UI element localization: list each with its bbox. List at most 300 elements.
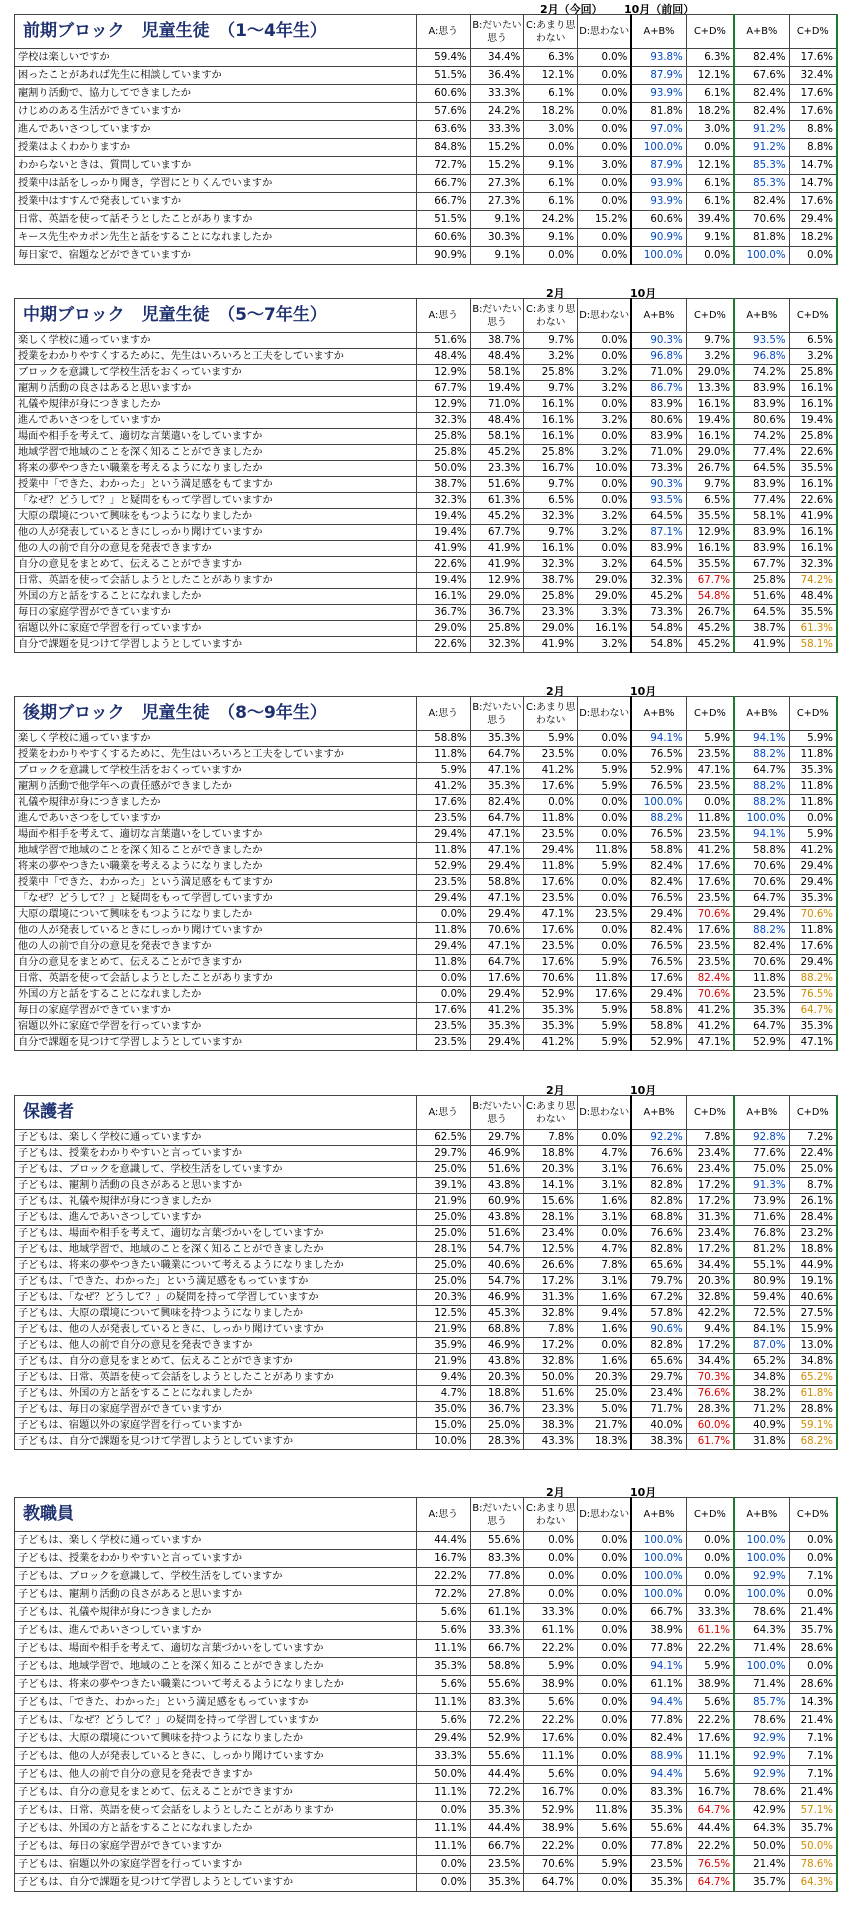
value-cell: 29.4%: [416, 939, 470, 955]
value-cell: 19.4%: [416, 573, 470, 589]
value-cell: 9.4%: [578, 1306, 632, 1322]
value-cell: 9.4%: [416, 1370, 470, 1386]
value-cell: 100.0%: [631, 1568, 686, 1586]
table-row: [15, 397, 838, 413]
table-row: [15, 875, 838, 891]
value-cell: 77.8%: [631, 1838, 686, 1856]
value-cell: 0.0%: [578, 139, 632, 157]
value-cell: 70.6%: [524, 971, 578, 987]
column-header: D:思わない: [578, 1498, 632, 1532]
value-cell: 29.4%: [524, 843, 578, 859]
value-cell: 0.0%: [578, 811, 632, 827]
value-cell: 22.4%: [789, 1146, 837, 1162]
previous-period-label: 10月: [630, 685, 657, 698]
value-cell: 6.1%: [524, 193, 578, 211]
value-cell: 17.6%: [789, 939, 837, 955]
value-cell: 3.2%: [578, 525, 632, 541]
value-cell: 3.2%: [578, 445, 632, 461]
value-cell: 27.3%: [470, 193, 524, 211]
value-cell: 0.0%: [578, 1622, 632, 1640]
table-row: [15, 1258, 838, 1274]
survey-section-middle: [14, 298, 838, 653]
value-cell: 72.7%: [416, 157, 470, 175]
value-cell: 7.2%: [789, 1130, 837, 1146]
value-cell: 68.8%: [631, 1210, 686, 1226]
value-cell: 73.9%: [734, 1194, 789, 1210]
value-cell: 11.1%: [416, 1640, 470, 1658]
value-cell: 93.9%: [631, 175, 686, 193]
value-cell: 22.2%: [524, 1712, 578, 1730]
column-header: C:あまり思わない: [524, 1096, 578, 1130]
question-cell: 場面や相手を考えて、適切な言葉遣いをしていますか: [15, 827, 417, 843]
value-cell: 9.1%: [686, 229, 734, 247]
value-cell: 83.9%: [631, 397, 686, 413]
value-cell: 38.7%: [524, 573, 578, 589]
value-cell: 41.2%: [524, 1035, 578, 1051]
value-cell: 15.0%: [416, 1418, 470, 1434]
value-cell: 35.3%: [470, 1802, 524, 1820]
table-row: [15, 85, 838, 103]
column-header: C+D%: [686, 15, 734, 49]
value-cell: 3.2%: [578, 637, 632, 653]
value-cell: 0.0%: [578, 229, 632, 247]
value-cell: 21.4%: [734, 1856, 789, 1874]
value-cell: 0.0%: [578, 1838, 632, 1856]
value-cell: 12.9%: [470, 573, 524, 589]
value-cell: 14.7%: [789, 175, 837, 193]
value-cell: 52.9%: [631, 763, 686, 779]
value-cell: 23.3%: [524, 1402, 578, 1418]
value-cell: 96.8%: [734, 349, 789, 365]
value-cell: 9.7%: [524, 381, 578, 397]
value-cell: 47.1%: [470, 827, 524, 843]
value-cell: 11.8%: [416, 923, 470, 939]
value-cell: 48.4%: [470, 413, 524, 429]
value-cell: 64.7%: [734, 1019, 789, 1035]
question-cell: 寵割り活動の良さはあると思いますか: [15, 381, 417, 397]
value-cell: 47.1%: [470, 843, 524, 859]
value-cell: 94.1%: [631, 1658, 686, 1676]
table-row: [15, 557, 838, 573]
value-cell: 81.8%: [631, 103, 686, 121]
value-cell: 22.2%: [524, 1838, 578, 1856]
column-header: A:思う: [416, 299, 470, 333]
value-cell: 32.3%: [524, 557, 578, 573]
table-row: [15, 621, 838, 637]
value-cell: 5.9%: [524, 1658, 578, 1676]
value-cell: 29.4%: [470, 859, 524, 875]
value-cell: 55.6%: [470, 1748, 524, 1766]
table-row: [15, 827, 838, 843]
question-cell: 子どもは、他人の前で自分の意見を発表できますか: [15, 1338, 417, 1354]
table-header-row: [15, 15, 838, 49]
value-cell: 19.4%: [416, 525, 470, 541]
column-header: C+D%: [789, 1096, 837, 1130]
question-cell: 子どもは、自分の意見をまとめて、伝えることができますか: [15, 1354, 417, 1370]
value-cell: 55.1%: [734, 1258, 789, 1274]
value-cell: 57.8%: [631, 1306, 686, 1322]
value-cell: 88.2%: [734, 779, 789, 795]
value-cell: 72.2%: [470, 1712, 524, 1730]
value-cell: 9.1%: [470, 211, 524, 229]
value-cell: 100.0%: [734, 247, 789, 265]
value-cell: 23.5%: [686, 891, 734, 907]
question-cell: 自分で課題を見つけて学習しようとしていますか: [15, 1035, 417, 1051]
value-cell: 90.9%: [631, 229, 686, 247]
question-cell: 他の人が発表しているときにしっかり聞けていますか: [15, 525, 417, 541]
value-cell: 46.9%: [470, 1290, 524, 1306]
value-cell: 64.7%: [470, 955, 524, 971]
value-cell: 0.0%: [578, 67, 632, 85]
table-row: [15, 1130, 838, 1146]
value-cell: 21.4%: [789, 1604, 837, 1622]
value-cell: 29.4%: [416, 891, 470, 907]
value-cell: 71.0%: [631, 365, 686, 381]
value-cell: 32.3%: [416, 493, 470, 509]
value-cell: 35.3%: [789, 763, 837, 779]
value-cell: 0.0%: [578, 1784, 632, 1802]
value-cell: 84.1%: [734, 1322, 789, 1338]
value-cell: 54.8%: [631, 621, 686, 637]
table-row: [15, 971, 838, 987]
value-cell: 61.1%: [470, 1604, 524, 1622]
value-cell: 0.0%: [524, 1532, 578, 1550]
value-cell: 5.9%: [416, 763, 470, 779]
value-cell: 32.8%: [524, 1306, 578, 1322]
value-cell: 50.0%: [416, 461, 470, 477]
value-cell: 57.6%: [416, 103, 470, 121]
value-cell: 17.6%: [789, 49, 837, 67]
question-cell: 外国の方と話をすることになれましたか: [15, 589, 417, 605]
value-cell: 3.2%: [578, 365, 632, 381]
value-cell: 47.1%: [686, 763, 734, 779]
value-cell: 87.0%: [734, 1338, 789, 1354]
value-cell: 91.3%: [734, 1178, 789, 1194]
table-row: [15, 1194, 838, 1210]
value-cell: 6.3%: [524, 49, 578, 67]
value-cell: 50.0%: [416, 1766, 470, 1784]
table-row: [15, 1676, 838, 1694]
survey-table: [14, 298, 838, 653]
value-cell: 17.2%: [686, 1194, 734, 1210]
value-cell: 3.2%: [578, 413, 632, 429]
value-cell: 78.6%: [789, 1856, 837, 1874]
value-cell: 34.8%: [734, 1370, 789, 1386]
value-cell: 75.0%: [734, 1162, 789, 1178]
value-cell: 0.0%: [578, 1338, 632, 1354]
value-cell: 9.1%: [524, 157, 578, 175]
value-cell: 51.6%: [734, 589, 789, 605]
question-cell: 子どもは、外国の方と話をすることになれましたか: [15, 1820, 417, 1838]
table-row: [15, 211, 838, 229]
value-cell: 58.8%: [631, 1019, 686, 1035]
value-cell: 36.7%: [416, 605, 470, 621]
value-cell: 48.4%: [470, 349, 524, 365]
value-cell: 77.8%: [631, 1712, 686, 1730]
value-cell: 5.6%: [416, 1622, 470, 1640]
value-cell: 5.6%: [416, 1712, 470, 1730]
question-cell: 子どもは、宿題以外の家庭学習を行っていますか: [15, 1418, 417, 1434]
value-cell: 12.5%: [524, 1242, 578, 1258]
column-header: D:思わない: [578, 15, 632, 49]
question-cell: 子どもは、「できた、わかった」という満足感をもっていますか: [15, 1694, 417, 1712]
value-cell: 83.3%: [631, 1784, 686, 1802]
value-cell: 0.0%: [578, 493, 632, 509]
value-cell: 35.3%: [470, 779, 524, 795]
question-cell: 子どもは、他の人が発表しているときに、しっかり聞けていますか: [15, 1748, 417, 1766]
value-cell: 100.0%: [631, 247, 686, 265]
survey-table: [14, 1497, 838, 1892]
value-cell: 3.1%: [578, 1178, 632, 1194]
value-cell: 82.4%: [631, 1730, 686, 1748]
value-cell: 85.3%: [734, 175, 789, 193]
value-cell: 76.8%: [734, 1226, 789, 1242]
column-header: C+D%: [789, 1498, 837, 1532]
value-cell: 11.1%: [416, 1820, 470, 1838]
value-cell: 18.2%: [686, 103, 734, 121]
value-cell: 9.7%: [524, 333, 578, 349]
value-cell: 8.7%: [789, 1178, 837, 1194]
value-cell: 3.2%: [578, 381, 632, 397]
previous-period-label: 10月: [630, 1084, 657, 1097]
value-cell: 5.9%: [686, 731, 734, 747]
value-cell: 87.9%: [631, 67, 686, 85]
value-cell: 21.7%: [578, 1418, 632, 1434]
value-cell: 38.7%: [470, 333, 524, 349]
value-cell: 16.1%: [686, 541, 734, 557]
current-period-label: 2月: [546, 287, 565, 300]
table-row: [15, 1586, 838, 1604]
value-cell: 25.0%: [416, 1274, 470, 1290]
value-cell: 38.9%: [686, 1676, 734, 1694]
value-cell: 100.0%: [631, 1532, 686, 1550]
value-cell: 67.2%: [631, 1290, 686, 1306]
table-row: [15, 445, 838, 461]
value-cell: 9.1%: [470, 247, 524, 265]
question-cell: 毎日の家庭学習ができていますか: [15, 1003, 417, 1019]
value-cell: 70.6%: [686, 907, 734, 923]
column-header: A+B%: [631, 15, 686, 49]
value-cell: 11.1%: [416, 1694, 470, 1712]
value-cell: 17.6%: [416, 795, 470, 811]
table-row: [15, 1802, 838, 1820]
value-cell: 26.7%: [686, 605, 734, 621]
question-cell: 他の人の前で自分の意見を発表できますか: [15, 939, 417, 955]
value-cell: 17.6%: [416, 1003, 470, 1019]
value-cell: 71.4%: [734, 1676, 789, 1694]
value-cell: 11.1%: [524, 1748, 578, 1766]
value-cell: 0.0%: [578, 1730, 632, 1748]
table-row: [15, 157, 838, 175]
question-cell: 子どもは、毎日の家庭学習ができていますか: [15, 1838, 417, 1856]
value-cell: 18.3%: [578, 1434, 632, 1450]
value-cell: 78.6%: [734, 1604, 789, 1622]
value-cell: 51.6%: [470, 1162, 524, 1178]
value-cell: 84.8%: [416, 139, 470, 157]
value-cell: 73.3%: [631, 461, 686, 477]
value-cell: 0.0%: [686, 139, 734, 157]
value-cell: 7.1%: [789, 1568, 837, 1586]
value-cell: 0.0%: [578, 827, 632, 843]
value-cell: 70.6%: [686, 987, 734, 1003]
value-cell: 25.8%: [789, 365, 837, 381]
value-cell: 72.2%: [470, 1784, 524, 1802]
value-cell: 11.8%: [524, 859, 578, 875]
value-cell: 93.8%: [631, 49, 686, 67]
value-cell: 76.5%: [631, 747, 686, 763]
question-cell: 礼儀や規律が身につきましたか: [15, 397, 417, 413]
table-row: [15, 1306, 838, 1322]
question-cell: 授業中はすすんで発表していますか: [15, 193, 417, 211]
value-cell: 60.6%: [416, 229, 470, 247]
table-row: [15, 1766, 838, 1784]
value-cell: 64.7%: [686, 1802, 734, 1820]
value-cell: 3.2%: [578, 509, 632, 525]
table-row: [15, 1418, 838, 1434]
value-cell: 0.0%: [578, 541, 632, 557]
value-cell: 35.3%: [524, 1019, 578, 1035]
value-cell: 61.8%: [789, 1386, 837, 1402]
value-cell: 50.0%: [734, 1838, 789, 1856]
survey-table: [14, 1095, 838, 1450]
value-cell: 5.9%: [578, 1856, 632, 1874]
value-cell: 76.5%: [631, 955, 686, 971]
value-cell: 17.6%: [686, 875, 734, 891]
value-cell: 52.9%: [524, 1802, 578, 1820]
value-cell: 83.3%: [470, 1694, 524, 1712]
value-cell: 11.1%: [686, 1748, 734, 1766]
value-cell: 35.3%: [631, 1802, 686, 1820]
value-cell: 17.2%: [686, 1178, 734, 1194]
value-cell: 66.7%: [470, 1640, 524, 1658]
value-cell: 27.5%: [789, 1306, 837, 1322]
value-cell: 82.4%: [631, 923, 686, 939]
value-cell: 5.6%: [524, 1766, 578, 1784]
table-row: [15, 731, 838, 747]
value-cell: 9.7%: [686, 477, 734, 493]
value-cell: 5.9%: [578, 779, 632, 795]
table-row: [15, 175, 838, 193]
question-cell: 子どもは、「なぜ？どうして？」の疑問を持って学習していますか: [15, 1712, 417, 1730]
value-cell: 20.3%: [686, 1274, 734, 1290]
column-header: A+B%: [734, 697, 789, 731]
value-cell: 66.7%: [416, 175, 470, 193]
value-cell: 64.7%: [734, 763, 789, 779]
question-cell: 子どもは、ブロックを意識して、学校生活をしていますか: [15, 1162, 417, 1178]
table-row: [15, 193, 838, 211]
table-row: [15, 1532, 838, 1550]
value-cell: 76.5%: [631, 939, 686, 955]
value-cell: 21.9%: [416, 1354, 470, 1370]
question-cell: 自分の意見をまとめて、伝えることができますか: [15, 557, 417, 573]
value-cell: 76.5%: [789, 987, 837, 1003]
value-cell: 3.3%: [578, 605, 632, 621]
question-cell: 日常、英語を使って会話しようとしたことがありますか: [15, 971, 417, 987]
value-cell: 6.1%: [686, 85, 734, 103]
question-cell: 進んであいさつをしていますか: [15, 413, 417, 429]
value-cell: 7.1%: [789, 1748, 837, 1766]
question-cell: 楽しく学校に通っていますか: [15, 333, 417, 349]
value-cell: 41.2%: [789, 843, 837, 859]
value-cell: 38.3%: [524, 1418, 578, 1434]
question-cell: 授業中「できた、わかった」という満足感をもてますか: [15, 875, 417, 891]
value-cell: 11.8%: [416, 843, 470, 859]
value-cell: 25.0%: [470, 1418, 524, 1434]
value-cell: 62.5%: [416, 1130, 470, 1146]
value-cell: 0.0%: [578, 875, 632, 891]
column-header: A+B%: [734, 1096, 789, 1130]
table-row: [15, 907, 838, 923]
value-cell: 15.2%: [578, 211, 632, 229]
value-cell: 64.7%: [524, 1874, 578, 1892]
value-cell: 0.0%: [789, 1586, 837, 1604]
value-cell: 10.0%: [416, 1434, 470, 1450]
value-cell: 25.0%: [416, 1258, 470, 1274]
value-cell: 45.2%: [470, 445, 524, 461]
value-cell: 72.2%: [416, 1586, 470, 1604]
previous-period-label: 10月: [630, 287, 657, 300]
value-cell: 88.2%: [734, 923, 789, 939]
value-cell: 35.3%: [789, 891, 837, 907]
value-cell: 15.2%: [470, 139, 524, 157]
value-cell: 94.1%: [631, 731, 686, 747]
value-cell: 16.1%: [789, 397, 837, 413]
value-cell: 0.0%: [578, 1874, 632, 1892]
value-cell: 36.4%: [470, 67, 524, 85]
question-cell: 毎日の家庭学習ができていますか: [15, 605, 417, 621]
value-cell: 12.1%: [524, 67, 578, 85]
value-cell: 41.2%: [470, 1003, 524, 1019]
value-cell: 16.1%: [789, 525, 837, 541]
column-header: C:あまり思わない: [524, 697, 578, 731]
value-cell: 16.1%: [578, 621, 632, 637]
value-cell: 64.5%: [631, 557, 686, 573]
value-cell: 18.8%: [524, 1146, 578, 1162]
question-cell: 子どもは、宿題以外の家庭学習を行っていますか: [15, 1856, 417, 1874]
question-cell: 宿題以外に家庭で学習を行っていますか: [15, 1019, 417, 1035]
value-cell: 25.0%: [416, 1210, 470, 1226]
value-cell: 71.4%: [734, 1640, 789, 1658]
value-cell: 82.4%: [470, 795, 524, 811]
value-cell: 85.3%: [734, 157, 789, 175]
value-cell: 90.3%: [631, 333, 686, 349]
table-row: [15, 229, 838, 247]
value-cell: 80.9%: [734, 1274, 789, 1290]
value-cell: 68.2%: [789, 1434, 837, 1450]
value-cell: 22.6%: [416, 557, 470, 573]
value-cell: 94.1%: [734, 827, 789, 843]
value-cell: 21.9%: [416, 1194, 470, 1210]
value-cell: 5.9%: [686, 1658, 734, 1676]
value-cell: 17.2%: [524, 1274, 578, 1290]
value-cell: 5.6%: [686, 1694, 734, 1712]
value-cell: 16.7%: [416, 1550, 470, 1568]
value-cell: 43.8%: [470, 1354, 524, 1370]
value-cell: 52.9%: [631, 1035, 686, 1051]
value-cell: 41.9%: [734, 637, 789, 653]
value-cell: 21.4%: [789, 1712, 837, 1730]
value-cell: 25.8%: [524, 445, 578, 461]
value-cell: 9.7%: [524, 525, 578, 541]
value-cell: 71.7%: [631, 1402, 686, 1418]
value-cell: 36.7%: [470, 1402, 524, 1418]
value-cell: 17.6%: [524, 1730, 578, 1748]
value-cell: 35.3%: [734, 1003, 789, 1019]
table-row: [15, 247, 838, 265]
table-row: [15, 1748, 838, 1766]
value-cell: 5.9%: [524, 731, 578, 747]
value-cell: 17.6%: [524, 779, 578, 795]
